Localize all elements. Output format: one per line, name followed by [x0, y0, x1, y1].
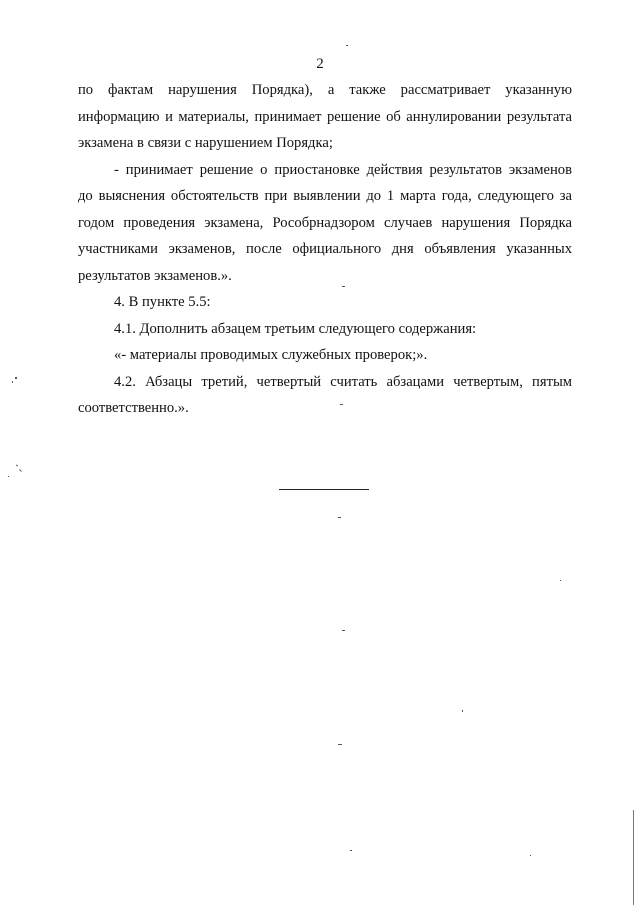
paragraph-suspension-decision [78, 157, 572, 290]
text-line: по фактам нарушения Порядка), а также рассматривает указанную [78, 82, 572, 98]
scan-speck [16, 465, 18, 467]
scan-edge-mark [633, 810, 634, 905]
scan-speck [342, 286, 345, 287]
scan-speck [340, 404, 343, 405]
text-line: экзамена в связи с нарушением Порядка; [78, 135, 333, 151]
text-line: соответственно.». [78, 400, 189, 416]
scan-speck [350, 850, 352, 851]
scan-speck [8, 476, 9, 477]
paragraph-violations-review [78, 77, 572, 157]
text-line: - принимает решение о приостановке действия результатов экзаменов [114, 161, 572, 178]
scan-speck [530, 855, 531, 856]
text-line: годом проведения экзамена, Рособрнадзором случаев нарушения Порядка [78, 214, 572, 231]
scan-speck [560, 580, 561, 581]
document-body [78, 77, 572, 422]
end-separator-line [279, 489, 369, 490]
scan-speck [12, 381, 13, 383]
scan-speck [346, 45, 348, 46]
scan-speck [462, 710, 463, 712]
text-line: 4.2. Абзацы третий, четвертый считать абзацами четвертым, пятым [114, 373, 572, 390]
paragraph-item-4: 4. В пункте 5.5: [114, 294, 211, 310]
text-line: участниками экзаменов, после официального дня объявления указанных [78, 241, 572, 257]
scan-speck [342, 630, 345, 631]
scan-speck [15, 377, 17, 379]
paragraph-quoted-materials: «- материалы проводимых служебных проверок;». [114, 347, 428, 363]
text-line: результатов экзаменов.». [78, 267, 232, 284]
text-line: до выяснения обстоятельств при выявлении до 1 марта года, следующего за [78, 188, 572, 204]
scan-speck [338, 517, 341, 518]
paragraph-item-4-1: 4.1. Дополнить абзацем третьим следующего содержания: [114, 320, 477, 337]
paragraph-item-4-2 [78, 369, 572, 422]
scan-speck [338, 744, 342, 745]
text-line: информацию и материалы, принимает решение об аннулировании результата [78, 108, 572, 125]
page-number: 2 [316, 56, 324, 72]
scan-speck [19, 469, 22, 472]
